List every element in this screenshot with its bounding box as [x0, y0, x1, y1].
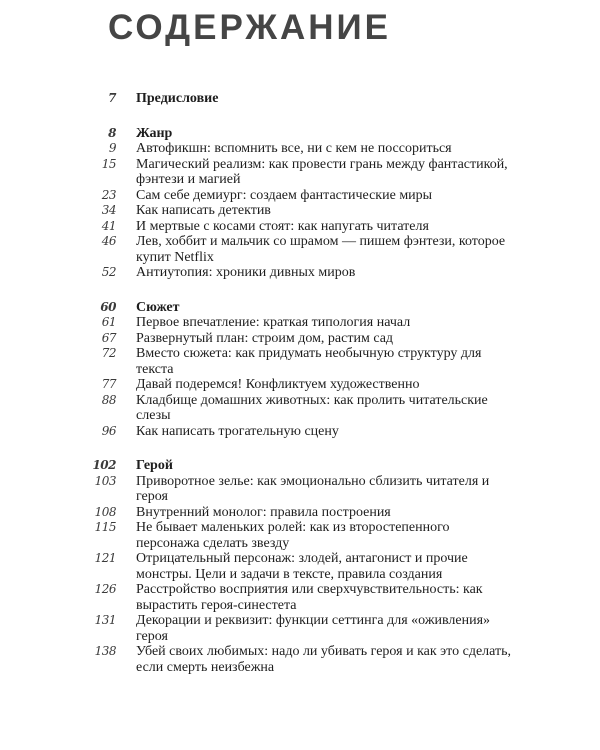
toc-page-number: 23 [101, 187, 116, 202]
toc-page-number: 115 [94, 520, 116, 534]
toc-entry [0, 203, 600, 219]
toc-entry [0, 141, 600, 157]
toc-entry-title: Автофикшн: вспомнить все, ни с кем не поссориться [136, 141, 452, 156]
toc-page-number: 8 [108, 125, 116, 140]
toc-page-number: 88 [101, 392, 116, 407]
toc-entry [0, 219, 600, 235]
toc-page-number: 46 [101, 234, 116, 248]
toc-entry-title: Предисловие [136, 91, 219, 106]
toc-section-heading [0, 458, 600, 474]
toc-entry [0, 315, 600, 331]
toc-page-number: 52 [101, 265, 116, 279]
toc-entry [0, 474, 600, 505]
toc-entry [0, 188, 600, 204]
toc-entry [0, 393, 600, 424]
toc-entry-title: Отрицательный персонаж: злодей, антагонист и прочие монстры. Цели и задачи в тексте, правила создания [136, 551, 468, 582]
toc-page-number: 103 [94, 473, 116, 488]
toc-page-number: 121 [94, 551, 116, 565]
toc-entry [0, 520, 600, 551]
toc-entry-title: Приворотное зелье: как эмоционально сблизить читателя и героя [136, 473, 490, 504]
toc-entry-title: Жанр [136, 125, 173, 141]
toc-page-number: 7 [108, 91, 116, 105]
toc-entry-title: Сам себе демиург: создаем фантастические миры [136, 187, 433, 203]
toc-page-number: 41 [101, 218, 116, 233]
toc-entry [0, 377, 600, 393]
toc-entry-title: Герой [136, 458, 173, 473]
toc-entry [0, 157, 600, 188]
toc-entry [0, 331, 600, 347]
toc-page-number: 102 [92, 458, 116, 472]
toc-page-number: 126 [94, 582, 116, 596]
toc-page-number: 77 [101, 377, 116, 391]
toc-entry [0, 613, 600, 644]
toc-entry-title: Кладбище домашних животных: как пролить читательские слезы [136, 392, 488, 423]
toc-entry-title: Как написать детектив [136, 203, 271, 218]
toc-entry [0, 424, 600, 440]
toc-page-number: 9 [108, 141, 116, 155]
toc-section-heading [0, 126, 600, 142]
toc-entry-title: Как написать трогательную сцену [136, 423, 339, 439]
toc-entry-title: И мертвые с косами стоят: как напугать читателя [136, 218, 429, 234]
toc-page-number: 60 [100, 299, 116, 314]
toc-section [0, 91, 600, 107]
toc-entry-title: Давай подеремся! Конфликтуем художественно [136, 377, 420, 392]
toc-page-number: 96 [101, 423, 116, 438]
page-title: СОДЕРЖАНИЕ [108, 8, 392, 47]
toc-entry-title: Внутренний монолог: правила построения [136, 504, 391, 520]
toc-entry-title: Первое впечатление: краткая типология начал [136, 315, 411, 330]
toc-entry-title: Магический реализм: как провести грань между фантастикой, фэнтези и магией [136, 156, 508, 187]
toc-entry-title: Не бывает маленьких ролей: как из второстепенного персонажа сделать звезду [136, 520, 450, 551]
toc-entry [0, 505, 600, 521]
toc-entry-title: Расстройство восприятия или сверхчувствительность: как вырастить героя-синестета [136, 582, 483, 613]
toc-section-heading [0, 300, 600, 316]
toc-entry [0, 265, 600, 281]
table-of-contents [0, 91, 600, 694]
toc-entry-title: Вместо сюжета: как придумать необычную структуру для текста [136, 346, 482, 377]
toc-entry [0, 234, 600, 265]
toc-entry [0, 346, 600, 377]
toc-section [0, 458, 600, 675]
toc-entry-title: Лев, хоббит и мальчик со шрамом — пишем фэнтези, которое купит Netflix [136, 234, 506, 265]
toc-entry [0, 644, 600, 675]
toc-entry-title: Декорации и реквизит: функции сеттинга для «оживления» героя [136, 613, 491, 644]
toc-entry-title: Развернутый план: строим дом, растим сад [136, 330, 394, 346]
toc-page-number: 72 [101, 346, 116, 360]
toc-page-number: 67 [101, 330, 116, 345]
toc-section [0, 126, 600, 281]
toc-page-number: 15 [101, 156, 116, 171]
toc-entry [0, 551, 600, 582]
toc-entry-title: Убей своих любимых: надо ли убивать героя и как это сделать, если смерть неизбежна [136, 644, 512, 675]
toc-page-number: 108 [94, 504, 116, 519]
toc-entry-title: Сюжет [136, 299, 180, 315]
toc-entry [0, 582, 600, 613]
toc-page-number: 34 [101, 203, 116, 217]
toc-section [0, 300, 600, 440]
toc-page-number: 131 [94, 613, 116, 627]
toc-page-number: 61 [101, 315, 116, 329]
toc-page-number: 138 [94, 644, 116, 658]
toc-section-heading [0, 91, 600, 107]
toc-entry-title: Антиутопия: хроники дивных миров [136, 265, 356, 280]
